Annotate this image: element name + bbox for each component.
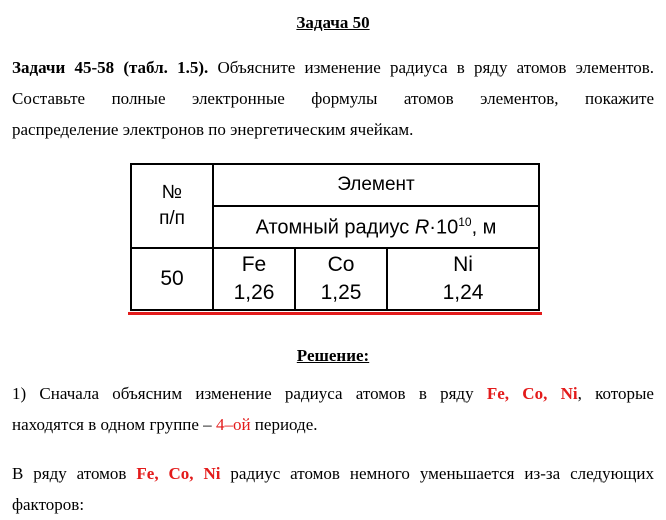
row-id: 50 [131,248,213,310]
solution-paragraph-2 [12,458,654,520]
page-title: Задача 50 [296,13,370,32]
task-line-3: распределение электронов по энергетическим ячейкам. [12,120,414,139]
element-cell-fe: Fe 1,26 [213,248,295,310]
num-header-symbol: № [161,182,183,203]
task-line-1-text: Объясните изменение радиуса в ряду атомов элементов. [217,58,655,77]
solution-paragraph-1 [12,378,654,440]
element-cell-ni: Ni 1,24 [387,248,539,310]
task-line-2: Составьте полные электронные формулы атомов элементов, покажите [12,89,654,108]
solution-p2-line-1: В ряду атомов Fe, Co, Ni радиус атомов немного уменьшается из-за следующих [12,464,654,483]
data-table [130,163,540,313]
period-highlight: 4–ой [215,415,251,434]
elements-highlight: Fe, Co, Ni [486,384,578,403]
solution-heading: Решение: [296,346,370,365]
task-reference: Задачи 45-58 (табл. 1.5). [12,58,209,77]
solution-p2-line-2: факторов: [12,495,85,514]
element-header: Элемент [213,164,539,206]
elements-highlight-2: Fe, Co, Ni [136,464,221,483]
element-cell-co: Co 1,25 [295,248,387,310]
table-underline [128,312,542,315]
num-header-label: п/п [159,208,185,229]
solution-p1-line-1: 1) Сначала объясним изменение радиуса атомов в ряду Fe, Co, Ni, которые [12,384,654,403]
radius-header: Атомный радиус $R\cdot 10^{10}$, м [213,206,539,248]
solution-p1-line-2: находятся в одном группе – 4–ой периоде. [12,415,318,434]
num-header [131,164,213,248]
task-statement [12,52,654,145]
task-line-1 [12,52,654,83]
